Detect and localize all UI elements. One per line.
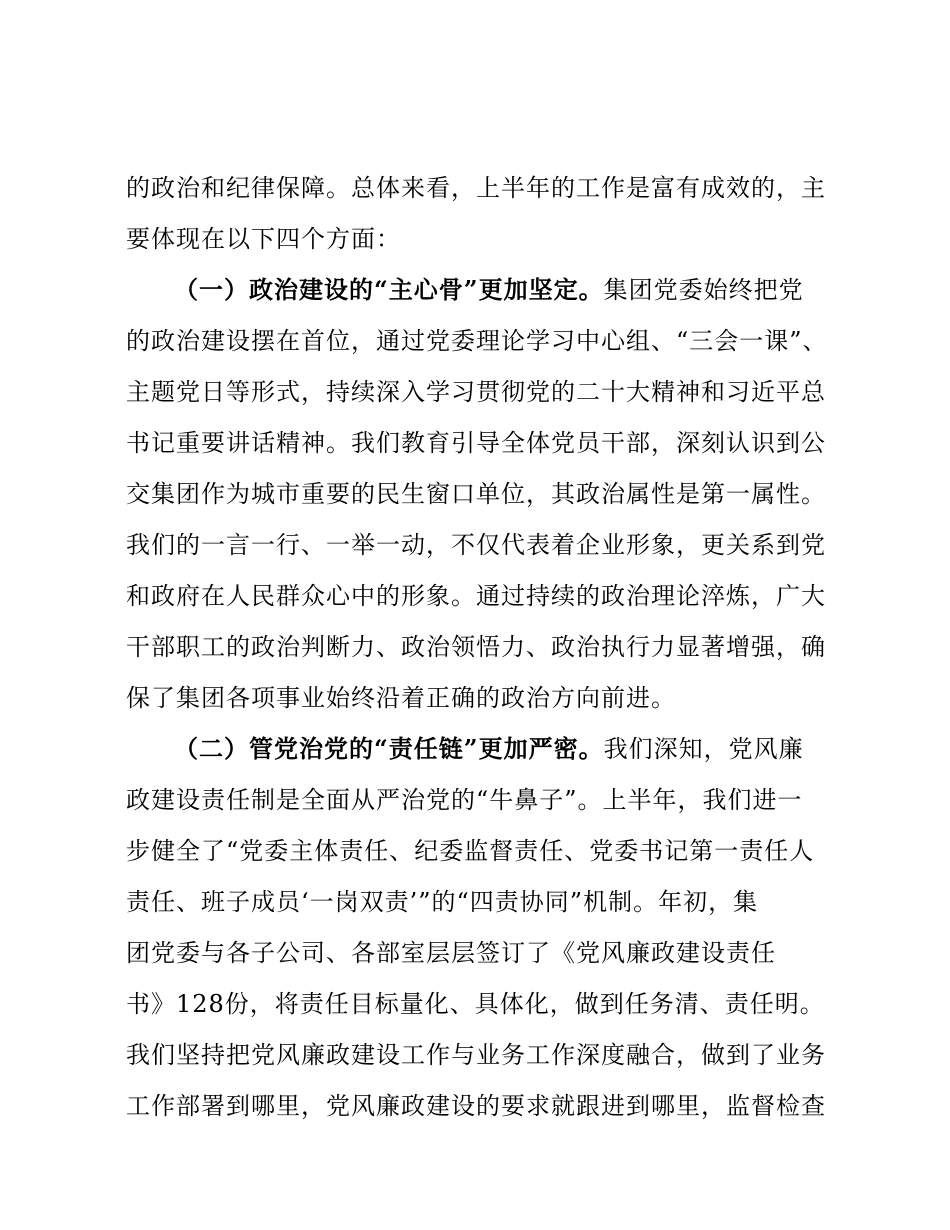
- text-line-18: 我们坚持把党风廉政建设工作与业务工作深度融合，做到了业务: [126, 1041, 826, 1069]
- text-line-5: 主题党日等形式，持续深入学习贯彻党的二十大精神和习近平总: [126, 378, 826, 406]
- text-line-7: 交集团作为城市重要的民生窗口单位，其政治属性是第一属性。: [126, 480, 826, 508]
- section-heading-1: （一）政治建设的“主心骨”更加坚定。: [174, 275, 604, 304]
- text-line-4: 的政治建设摆在首位，通过党委理论学习中心组、“三会一课”、: [126, 327, 828, 355]
- section-text-1: 集团党委始终把党: [603, 276, 804, 304]
- text-line-6: 书记重要讲话精神。我们教育引导全体党员干部，深刻认识到公: [126, 429, 826, 457]
- text-line-15: 责任、班子成员‘一岗双责’”的“四责协同”机制。年初，集: [126, 888, 759, 916]
- text-line-17: 书》128份，将责任目标量化、具体化，做到任务清、责任明。: [126, 990, 825, 1018]
- text-line-1: 的政治和纪律保障。总体来看，上半年的工作是富有成效的，主: [126, 174, 826, 202]
- text-line-19: 工作部署到哪里，党风廉政建设的要求就跟进到哪里，监督检查: [126, 1092, 826, 1120]
- section-heading-2: （二）管党治党的“责任链”更加严密。: [174, 734, 604, 763]
- text-line-3: [174, 273, 874, 307]
- text-line-11: 保了集团各项事业始终沿着正确的政治方向前进。: [126, 684, 676, 712]
- text-line-10: 干部职工的政治判断力、政治领悟力、政治执行力显著增强，确: [126, 633, 826, 661]
- section-text-2: 我们深知，党风廉: [603, 735, 804, 763]
- text-line-13: 政建设责任制是全面从严治党的“牛鼻子”。上半年，我们进一: [126, 786, 803, 814]
- text-line-16: 团党委与各子公司、各部室层层签订了《党风廉政建设责任: [126, 939, 776, 967]
- text-line-12: [174, 732, 874, 766]
- text-line-9: 和政府在人民群众心中的形象。通过持续的政治理论淬炼，广大: [126, 582, 826, 610]
- text-line-8: 我们的一言一行、一举一动，不仅代表着企业形象，更关系到党: [126, 531, 826, 559]
- text-line-2: 要体现在以下四个方面：: [126, 225, 401, 253]
- text-line-14: 步健全了“党委主体责任、纪委监督责任、党委书记第一责任人: [126, 837, 815, 865]
